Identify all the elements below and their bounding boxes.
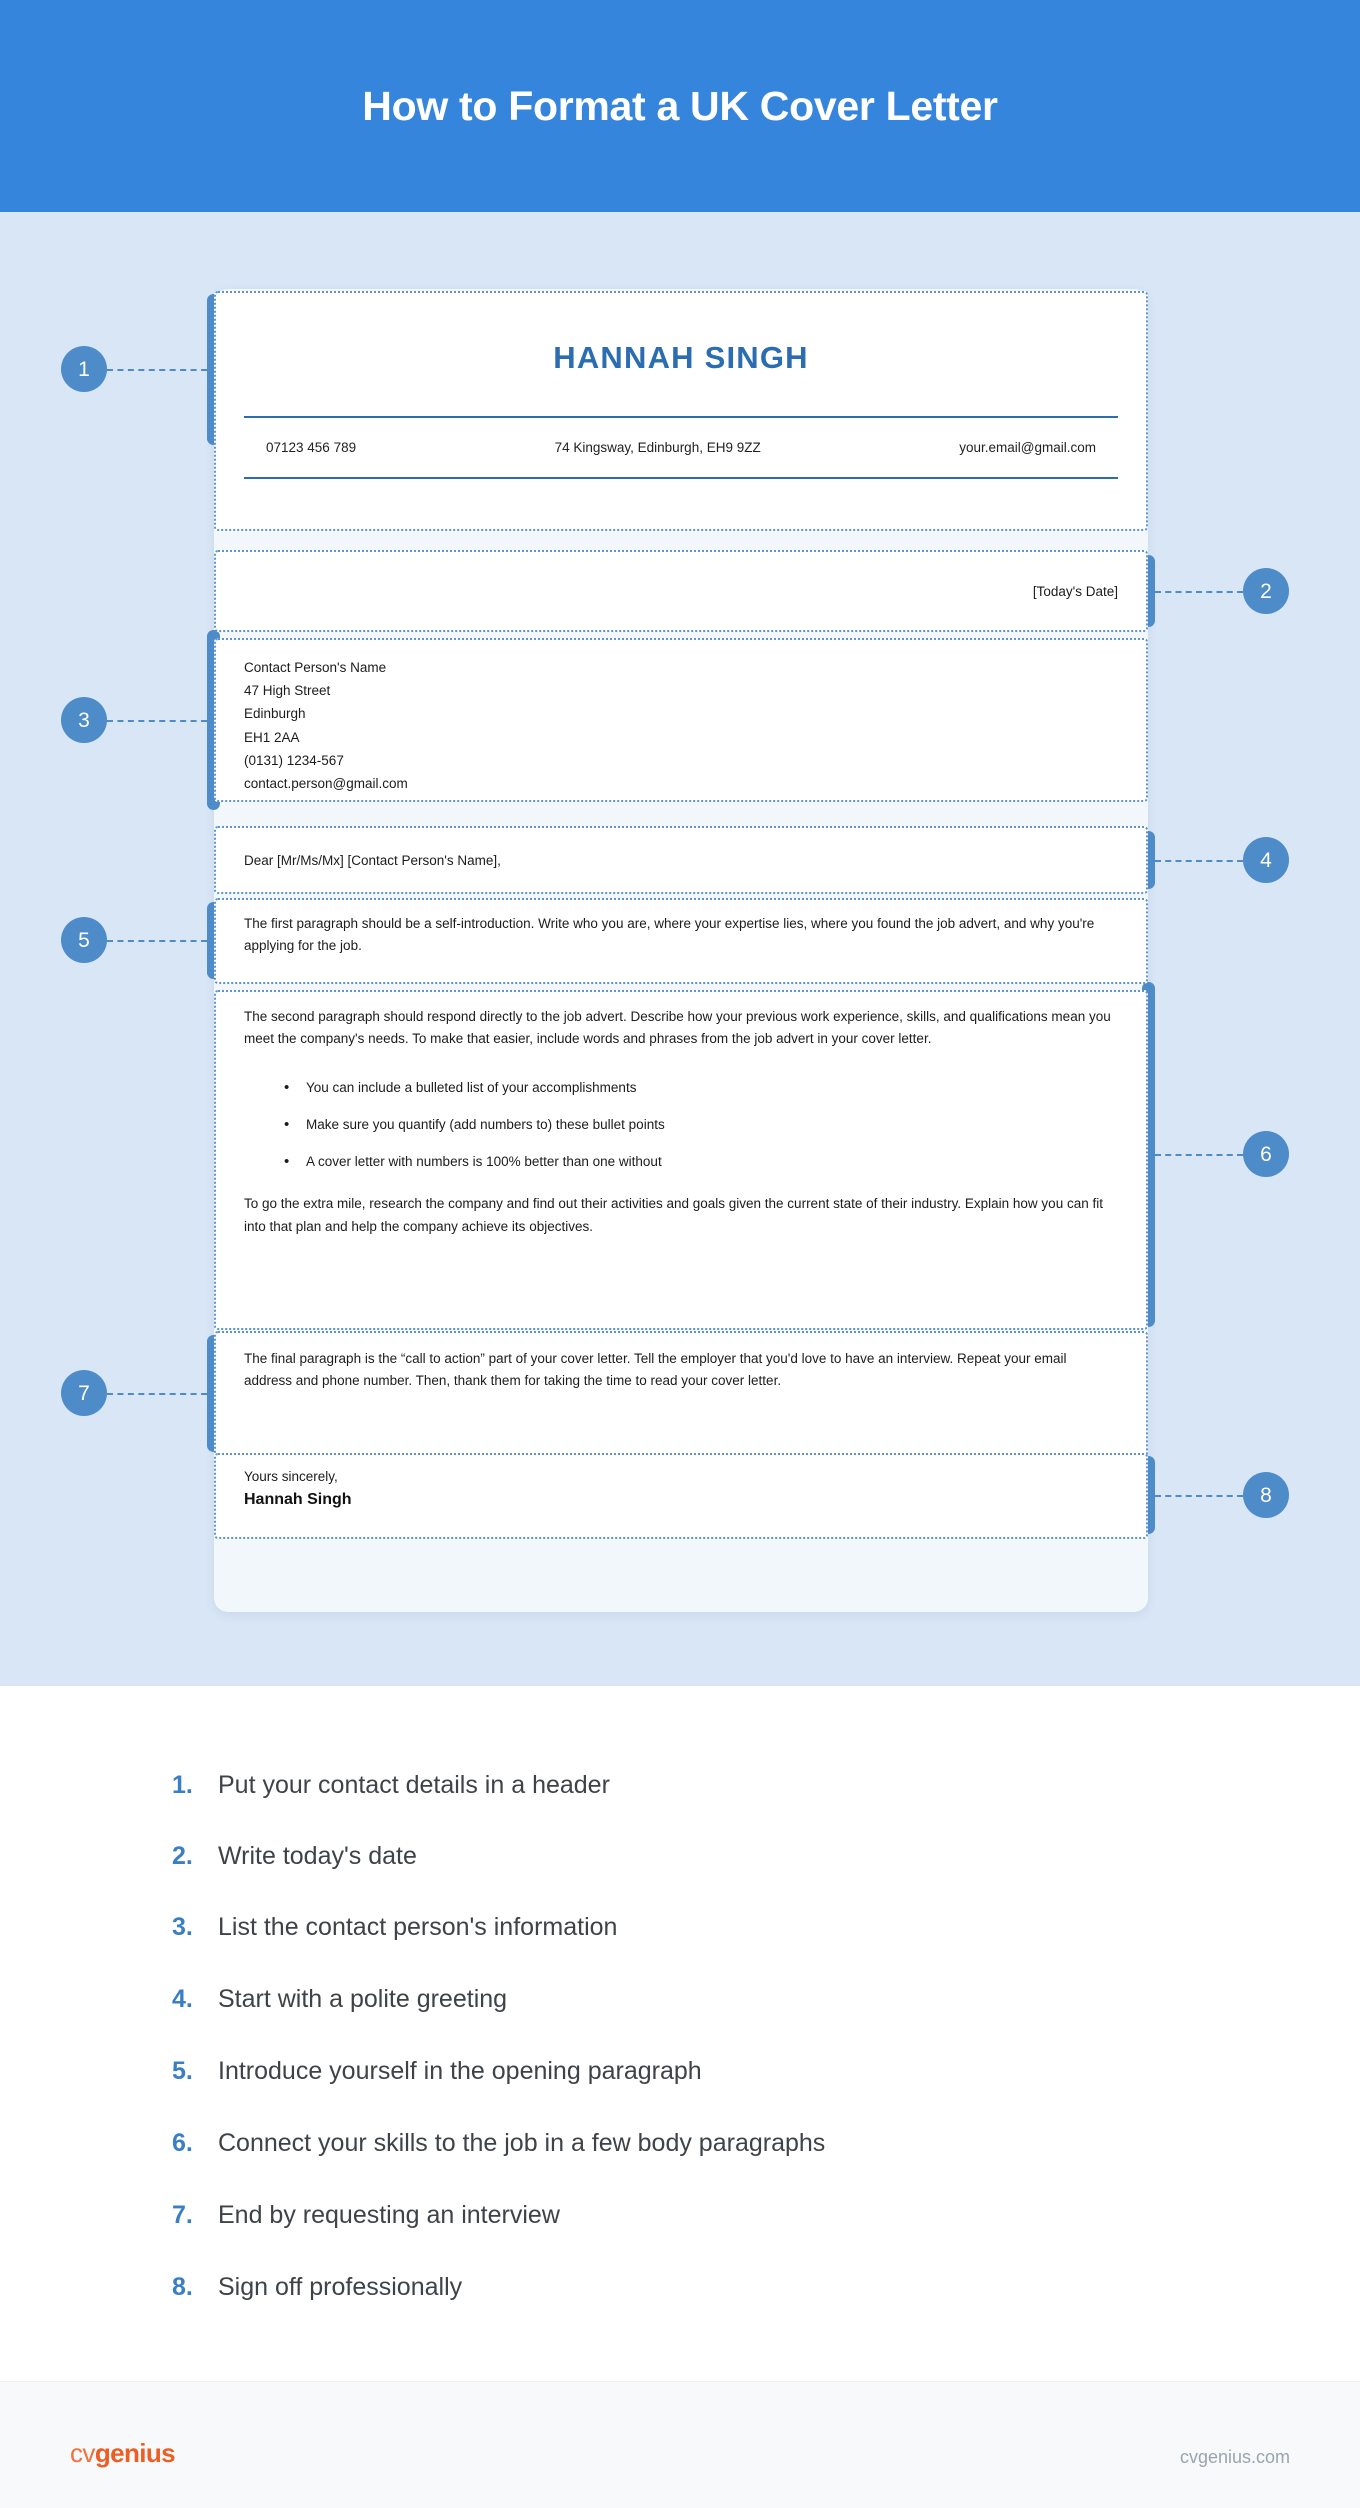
callout-badge-1[interactable]: 1 [61,346,107,392]
contact-email: your.email@gmail.com [959,440,1096,455]
page-title: How to Format a UK Cover Letter [362,82,998,129]
contact-details-row [244,440,1118,455]
callout-badge-7[interactable]: 7 [61,1370,107,1416]
callout-badge-6[interactable]: 6 [1243,1131,1289,1177]
callout-badge-8[interactable]: 8 [1243,1472,1289,1518]
step-item-8 [172,2273,462,2302]
step-item-6 [172,2129,825,2158]
applicant-name: HANNAH SINGH [553,340,809,375]
leader-line-8 [1155,1495,1243,1497]
step-label: List the contact person's information [218,1913,618,1941]
callout-badge-3[interactable]: 3 [61,697,107,743]
paragraph-two-text: The second paragraph should respond directly to the job advert. Describe how your previous work experience, skills, and qualifications mean you meet the company's needs. To make that easier, include words and phrases from the job advert in your cover letter. [244,1009,1111,1047]
letter-section-signoff [214,1453,1148,1539]
step-number: 7. [172,2201,193,2229]
callout-badge-4[interactable]: 4 [1243,837,1289,883]
leader-line-5 [107,940,207,942]
letter-section-closing-paragraph [214,1331,1148,1457]
bullet-item: • Make sure you quantify (add numbers to) these bullet points [284,1114,1118,1136]
page-footer [0,2381,1360,2508]
paragraph-four-text: The final paragraph is the “call to action” part of your cover letter. Tell the employer that you'd love to have an interview. Repeat your email address and phone number. Then, thank them for taking the time to read your cover letter. [244,1351,1067,1389]
recipient-line: (0131) 1234-567 [244,752,344,768]
paragraph-one-text: The first paragraph should be a self-introduction. Write who you are, where your expertise lies, where you found the job advert, and why you're applying for the job. [244,916,1095,954]
leader-line-7 [107,1393,207,1395]
header-rule-top [244,416,1118,418]
step-number: 3. [172,1913,193,1941]
step-label: Sign off professionally [218,2273,463,2301]
step-number: 8. [172,2273,193,2301]
bullet-item: • A cover letter with numbers is 100% better than one without [284,1151,1118,1173]
logo-text-genius: genius [94,2438,176,2468]
letter-section-header [214,291,1148,531]
salutation-text: Dear [Mr/Ms/Mx] [Contact Person's Name], [244,853,501,868]
recipient-line: Contact Person's Name [244,660,387,675]
footer-site-url[interactable]: cvgenius.com [1179,2447,1290,2467]
step-number: 5. [172,2057,193,2085]
callout-badge-5[interactable]: 5 [61,917,107,963]
step-item-2 [172,1842,417,1871]
step-item-3 [172,1913,617,1942]
logo-text-cv: cv [70,2438,95,2468]
step-item-4 [172,1985,507,2014]
leader-line-2 [1155,591,1243,593]
page-header-banner [0,0,1360,212]
step-label: Put your contact details in a header [218,1771,610,1799]
callout-badge-2[interactable]: 2 [1243,568,1289,614]
step-item-1 [172,1771,610,1800]
step-label: Start with a polite greeting [218,1985,508,2013]
contact-address: 74 Kingsway, Edinburgh, EH9 9ZZ [554,440,761,455]
step-item-5 [172,2057,702,2086]
step-label: Introduce yourself in the opening paragraph [218,2057,702,2085]
leader-line-4 [1155,860,1243,862]
letter-section-body-paragraphs [214,990,1148,1330]
step-label: End by requesting an interview [218,2201,560,2229]
leader-line-6 [1155,1154,1243,1156]
todays-date: [Today's Date] [1032,584,1118,599]
recipient-line: Edinburgh [244,706,306,722]
signoff-name: Hannah Singh [244,1491,352,1508]
contact-phone: 07123 456 789 [266,440,357,455]
paragraph-three-text: To go the extra mile, research the company and find out their activities and goals given the current state of their industry. Explain how you can fit into that plan and help the company achieve its objectives. [244,1196,1103,1234]
step-number: 4. [172,1985,193,2013]
header-rule-bottom [244,477,1118,479]
letter-section-date [214,550,1148,632]
leader-line-1 [107,369,207,371]
letter-section-salutation [214,826,1148,894]
step-item-7 [172,2201,560,2230]
recipient-line: contact.person@gmail.com [244,776,408,792]
signoff-closing: Yours sincerely, [244,1469,338,1484]
step-number: 2. [172,1842,193,1870]
leader-line-3 [107,720,207,722]
step-number: 1. [172,1771,193,1799]
accomplishments-bullet-list [244,1077,1118,1174]
cvgenius-logo[interactable] [70,2440,175,2466]
letter-section-opening-paragraph [214,898,1148,984]
letter-section-recipient [214,638,1148,802]
recipient-line: EH1 2AA [244,729,300,745]
recipient-line: 47 High Street [244,683,331,699]
bullet-item: • You can include a bulleted list of your accomplishments [284,1077,1118,1099]
step-number: 6. [172,2129,193,2157]
step-label: Connect your skills to the job in a few body paragraphs [218,2129,826,2157]
step-label: Write today's date [218,1842,417,1870]
steps-list-section [0,1686,1360,2381]
